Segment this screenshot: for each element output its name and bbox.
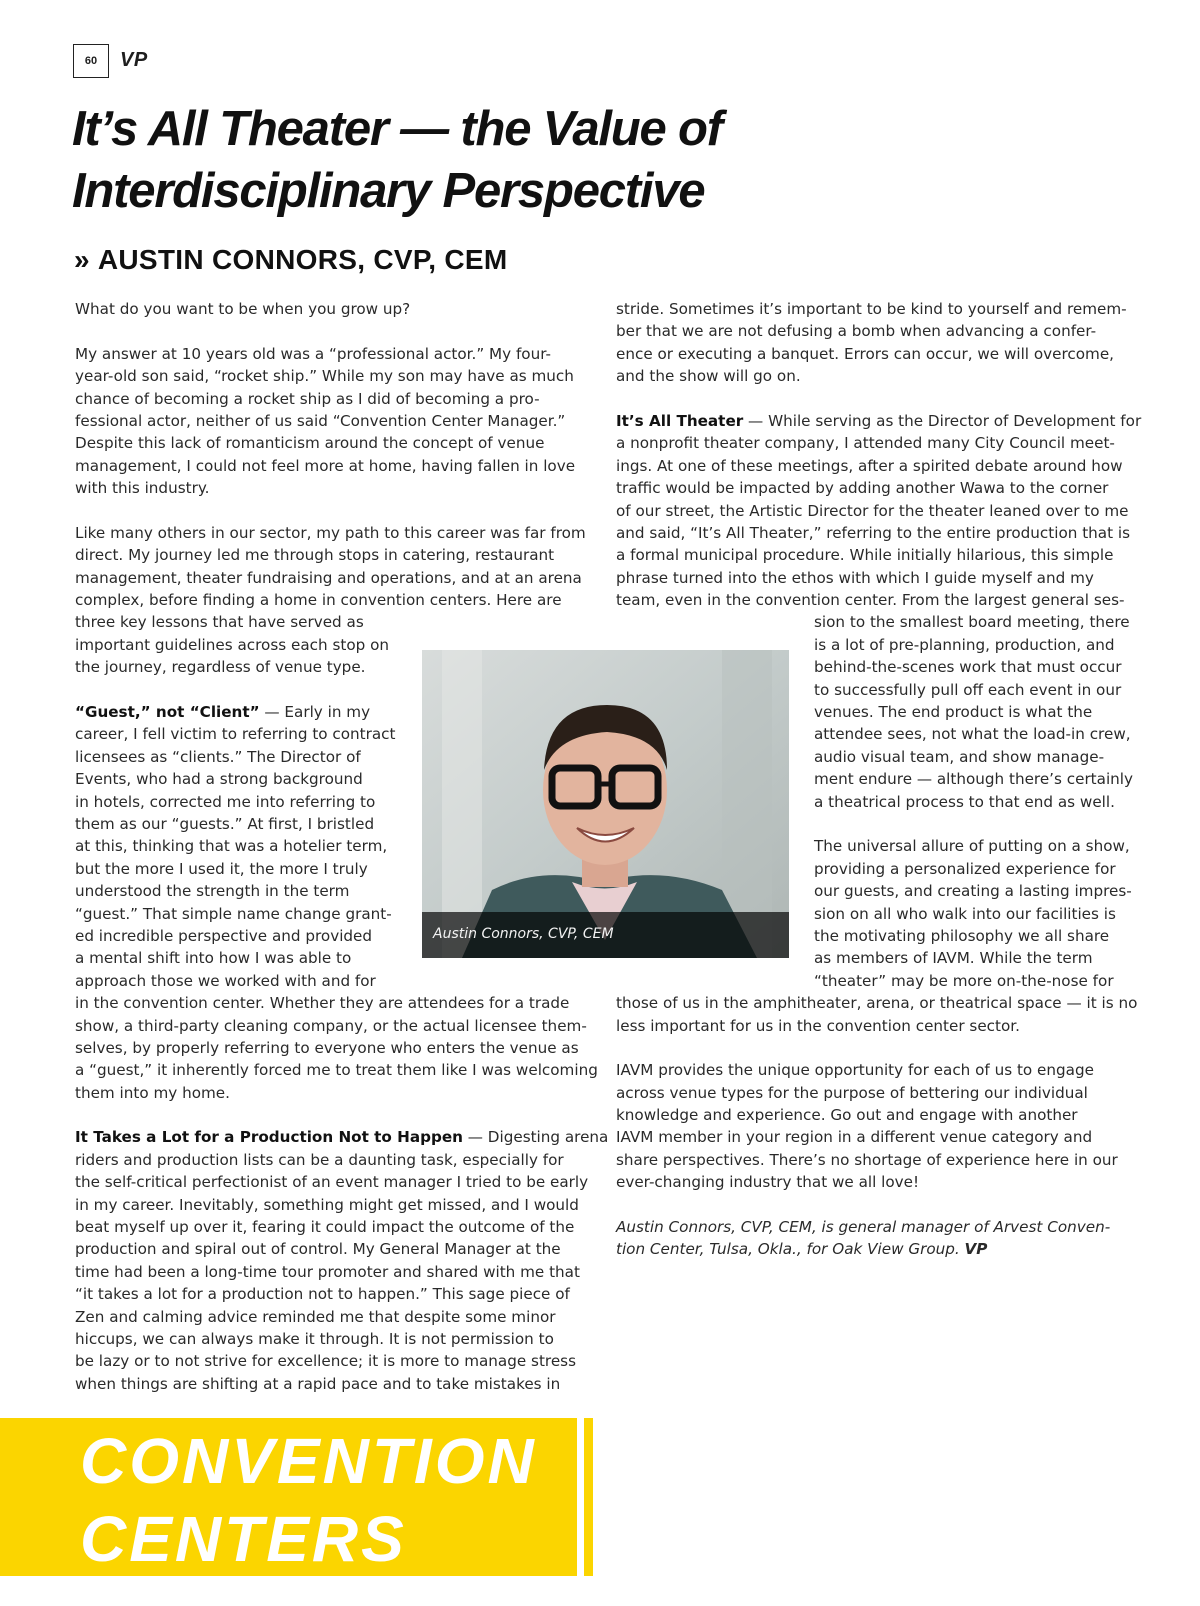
paragraph-line: ed incredible perspective and provided	[75, 926, 373, 945]
paragraph-line: IAVM member in your region in a different venue category and	[616, 1128, 1093, 1147]
paragraph-line: ence or executing a banquet. Errors can occur, we will overcome,	[616, 344, 1114, 363]
paragraph-line: My answer at 10 years old was a “professional actor.” My four-	[75, 344, 551, 363]
paragraph-line: share perspectives. There’s no shortage of experience here in our	[616, 1150, 1118, 1169]
article-title	[72, 98, 832, 222]
section-banner-title	[80, 1422, 537, 1578]
paragraph-line: less important for us in the convention center sector.	[616, 1016, 1020, 1035]
paragraph-line: the motivating philosophy we all share	[814, 926, 1110, 945]
article-title-line-2: Interdisciplinary Perspective	[72, 164, 705, 218]
paragraph-line: time had been a long-time tour promoter and shared with me that	[75, 1262, 580, 1281]
paragraph-line: be lazy or to not strive for excellence; it is more to manage stress	[75, 1352, 577, 1371]
paragraph-line: a “guest,” it inherently forced me to treat them like I was welcoming	[75, 1061, 598, 1080]
paragraph-line: and the show will go on.	[616, 367, 801, 386]
paragraph-line: Despite this lack of romanticism around the concept of venue	[75, 434, 545, 453]
paragraph-line: ber that we are not defusing a bomb when advancing a confer-	[616, 322, 1097, 341]
paragraph-line: selves, by properly referring to everyone who enters the venue as	[75, 1038, 579, 1057]
author-name: AUSTIN CONNORS, CVP, CEM	[97, 244, 508, 275]
paragraph-line: management, I could not feel more at home, having fallen in love	[75, 456, 576, 475]
paragraph-line: team, even in the convention center. From the largest general ses-	[616, 591, 1125, 610]
paragraph-line: It Takes a Lot for a Production Not to Happen — Digesting arena	[75, 1128, 609, 1147]
paragraph-line: of our street, the Artistic Director for the theater leaned over to me	[616, 501, 1129, 520]
paragraph-line: when things are shifting at a rapid pace and to take mistakes in	[75, 1374, 561, 1393]
paragraph-line: beat myself up over it, fearing it could impact the outcome of the	[75, 1218, 575, 1237]
paragraph-line: What do you want to be when you grow up?	[75, 300, 411, 318]
paragraph-line: sion on all who walk into our facilities is	[814, 904, 1116, 923]
paragraph-line: ment endure — although there’s certainly	[814, 770, 1133, 789]
paragraph-line: ings. At one of these meetings, after a spirited debate around how	[616, 456, 1123, 475]
paragraph-line: Zen and calming advice reminded me that despite some minor	[75, 1307, 556, 1326]
paragraph-line: a formal municipal procedure. While initially hilarious, this simple	[616, 546, 1114, 565]
paragraph-line: with this industry.	[75, 479, 210, 498]
paragraph-line: providing a personalized experience for	[814, 859, 1116, 878]
paragraph-line: sion to the smallest board meeting, there	[814, 613, 1130, 632]
paragraph-line: approach those we worked with and for	[75, 971, 376, 990]
magazine-logo: VP	[120, 49, 148, 71]
chevron-right-icon: »	[74, 244, 90, 275]
paragraph-line: as members of IAVM. While the term	[814, 949, 1093, 968]
paragraph-line: year-old son said, “rocket ship.” While my son may have as much	[75, 367, 574, 386]
paragraph-line: hiccups, we can always make it through. It is not permission to	[75, 1329, 554, 1348]
end-mark: VP	[964, 1240, 988, 1259]
paragraph-line: important guidelines across each stop on	[75, 635, 389, 654]
paragraph-line: management, theater fundraising and operations, and at an arena	[75, 568, 582, 587]
paragraph-line: Events, who had a strong background	[75, 770, 363, 789]
paragraph-line: to successfully pull off each event in our	[814, 680, 1122, 699]
paragraph-line: “it takes a lot for a production not to happen.” This sage piece of	[75, 1285, 570, 1304]
paragraph-line: understood the strength in the term	[75, 882, 350, 901]
paragraph-line: licensees as “clients.” The Director of	[75, 747, 361, 766]
author-photo	[422, 650, 789, 958]
paragraph-line: venues. The end product is what the	[814, 703, 1093, 722]
paragraph-line: “Guest,” not “Client” — Early in my	[75, 703, 371, 722]
section-heading-guest: “Guest,” not “Client”	[75, 703, 260, 722]
paragraph-line: three key lessons that have served as	[75, 613, 364, 632]
byline	[74, 244, 508, 276]
paragraph-line: ever-changing industry that we all love!	[616, 1173, 920, 1192]
paragraph-line: audio visual team, and show manage-	[814, 747, 1105, 766]
paragraph-line: stride. Sometimes it’s important to be kind to yourself and remem-	[616, 300, 1127, 318]
paragraph-line: traffic would be impacted by adding another Wawa to the corner	[616, 479, 1109, 498]
paragraph-line: career, I fell victim to referring to contract	[75, 725, 396, 744]
paragraph-line: IAVM provides the unique opportunity for each of us to engage	[616, 1061, 1094, 1080]
paragraph-line: them into my home.	[75, 1083, 230, 1102]
paragraph-line: “theater” may be more on-the-nose for	[814, 971, 1114, 990]
paragraph-line: our guests, and creating a lasting impres-	[814, 882, 1132, 901]
article-title-line-1: It’s All Theater — the Value of	[72, 102, 722, 156]
author-bio-line: Austin Connors, CVP, CEM, is general manager of Arvest Conven-	[616, 1218, 1111, 1237]
paragraph-line: knowledge and experience. Go out and engage with another	[616, 1106, 1078, 1125]
paragraph-line: at this, thinking that was a hotelier term,	[75, 837, 388, 856]
paragraph-line: the self-critical perfectionist of an event manager I tried to be early	[75, 1173, 589, 1192]
paragraph-line: riders and production lists can be a daunting task, especially for	[75, 1150, 564, 1169]
paragraph-line: It’s All Theater — While serving as the Director of Development for	[616, 411, 1142, 430]
paragraph-line: phrase turned into the ethos with which I guide myself and my	[616, 568, 1094, 587]
paragraph-line: behind-the-scenes work that must occur	[814, 658, 1122, 677]
paragraph-line: a mental shift into how I was able to	[75, 949, 352, 968]
paragraph-line: fessional actor, neither of us said “Convention Center Manager.”	[75, 411, 566, 430]
page-number: 60	[73, 44, 109, 78]
paragraph-line: across venue types for the purpose of bettering our individual	[616, 1083, 1088, 1102]
paragraph-line: chance of becoming a rocket ship as I did of becoming a pro-	[75, 389, 540, 408]
paragraph-line: is a lot of pre-planning, production, and	[814, 635, 1115, 654]
paragraph-line: attendee sees, not what the load-in crew,	[814, 725, 1131, 744]
paragraph-line: a theatrical process to that end as well.	[814, 792, 1115, 811]
paragraph-line: Like many others in our sector, my path to this career was far from	[75, 523, 586, 542]
section-banner-stripe	[584, 1418, 593, 1576]
paragraph-line: and said, “It’s All Theater,” referring to the entire production that is	[616, 523, 1130, 542]
author-bio-line: tion Center, Tulsa, Okla., for Oak View Group. VP	[616, 1240, 988, 1259]
section-banner-line-2: CENTERS	[80, 1503, 407, 1575]
paragraph-line: but the more I used it, the more I truly	[75, 859, 368, 878]
section-heading-production: It Takes a Lot for a Production Not to Happen	[75, 1128, 463, 1147]
paragraph-line: show, a third-party cleaning company, or the actual licensee them-	[75, 1016, 587, 1035]
paragraph-line: complex, before finding a home in convention centers. Here are	[75, 591, 562, 610]
paragraph-line: production and spiral out of control. My General Manager at the	[75, 1240, 561, 1259]
section-heading-theater: It’s All Theater	[616, 411, 744, 430]
paragraph-line: The universal allure of putting on a show,	[814, 837, 1130, 856]
paragraph-line: the journey, regardless of venue type.	[75, 658, 366, 677]
paragraph-line: direct. My journey led me through stops in catering, restaurant	[75, 546, 555, 565]
paragraph-line: in hotels, corrected me into referring to	[75, 792, 376, 811]
paragraph-line: in the convention center. Whether they are attendees for a trade	[75, 994, 570, 1013]
paragraph-line: a nonprofit theater company, I attended many City Council meet-	[616, 434, 1115, 453]
paragraph-line: in my career. Inevitably, something might get missed, and I would	[75, 1195, 579, 1214]
paragraph-line: “guest.” That simple name change grant-	[75, 904, 392, 923]
photo-caption: Austin Connors, CVP, CEM	[422, 912, 789, 958]
paragraph-line: those of us in the amphitheater, arena, or theatrical space — it is no	[616, 994, 1138, 1013]
section-banner-line-1: CONVENTION	[80, 1425, 537, 1497]
paragraph-line: them as our “guests.” At first, I bristled	[75, 814, 375, 833]
